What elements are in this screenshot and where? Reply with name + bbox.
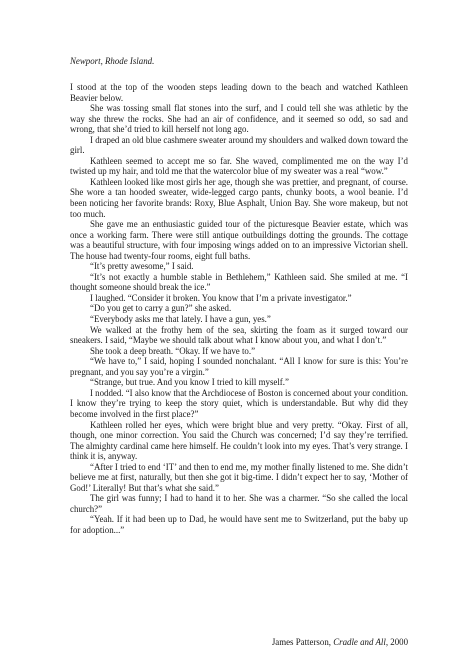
paragraph: Kathleen rolled her eyes, which were bright blue and very pretty. “Okay. First of all, though, one minor correction. You said the Church was concerned; I’d say they’re terrified. The almighty cardinal came here himself. He couldn’t look into my eyes. That’s very strange. I think it is, anyway. — [70, 419, 408, 462]
paragraph: She gave me an enthusiastic guided tour of the picturesque Beavier estate, which was once a working farm. There were still antique outbuildings dotting the grounds. The cottage was a beautiful structure, with four imposing wings added on to an impressive Victorian shell. The house had twenty-four rooms, eight full baths. — [70, 219, 408, 261]
paragraph: I draped an old blue cashmere sweater around my shoulders and walked down toward the girl. — [70, 134, 408, 156]
paragraph: Kathleen looked like most girls her age, though she was prettier, and pregnant, of course. She wore a tan hooded sweater, wide-legged cargo pants, chunky boots, a wool beanie. I’d been noticing her favorite brands: Roxy, Blue Asphalt, Union Bay. She wore makeup, but not too much. — [70, 176, 408, 219]
paragraph: “Do you get to carry a gun?” she asked. — [90, 303, 232, 314]
attribution — [272, 637, 408, 648]
paragraph: “Everybody asks me that lately. I have a gun, yes.” — [90, 314, 271, 325]
paragraph: “Strange, but true. And you know I tried to kill myself.” — [90, 377, 289, 388]
attribution-author: James Patterson, — [271, 637, 334, 647]
paragraph: Kathleen seemed to accept me so far. She waved, complimented me on the way I’d twisted up my hair, and told me that the watercolor blue of my sweater was a real “wow.” — [70, 155, 408, 177]
paragraph: She was tossing small flat stones into the surf, and I could tell she was athletic by the way she threw the rocks. She had an air of confidence, and it seemed so odd, so sad and wrong, that she’d tried to kill herself not long ago. — [70, 103, 408, 135]
paragraph: I laughed. “Consider it broken. You know that I’m a private investigator.” — [90, 292, 352, 303]
attribution-work: Cradle and All — [333, 637, 386, 647]
paragraph: I stood at the top of the wooden steps leading down to the beach and watched Kathleen Beavier below. — [70, 82, 408, 103]
paragraph: “We have to,” I said, hoping I sounded nonchalant. “All I know for sure is this: You’re pregnant, and you say you’re a virgin.” — [70, 356, 408, 377]
paragraph: We walked at the frothy hem of the sea, skirting the foam as it surged toward our sneakers. I said, “Maybe we should talk about what I know about you, and what I don’t.” — [70, 324, 408, 346]
paragraph: “After I tried to end ‘IT’ and then to end me, my mother finally listened to me. She didn’t believe me at first, naturally, but then she got it big-time. I didn’t expect her to say, ‘Mother of God!’ Literally! But that’s what she said.” — [70, 461, 408, 493]
paragraph: I nodded. “I also know that the Archdiocese of Boston is concerned about your condition. I know they’re trying to keep the story quiet, which is understandable. But why did they become involved in the first place?” — [70, 387, 408, 419]
paragraph: “It’s not exactly a humble stable in Bethlehem,” Kathleen said. She smiled at me. “I thought someone should break the ice.” — [70, 271, 408, 293]
attribution-year: , 2000 — [385, 637, 408, 647]
story-body — [70, 82, 408, 536]
paragraph: “It’s pretty awesome,” I said. — [90, 261, 194, 272]
paragraph: The girl was funny; I had to hand it to her. She was a charmer. “So she called the local church?” — [70, 493, 408, 514]
paragraph: “Yeah. If it had been up to Dad, he would have sent me to Switzerland, put the baby up for adoption...” — [70, 514, 408, 535]
location-heading: Newport, Rhode Island. — [70, 56, 155, 66]
paragraph: She took a deep breath. “Okay. If we have to.” — [90, 345, 256, 356]
